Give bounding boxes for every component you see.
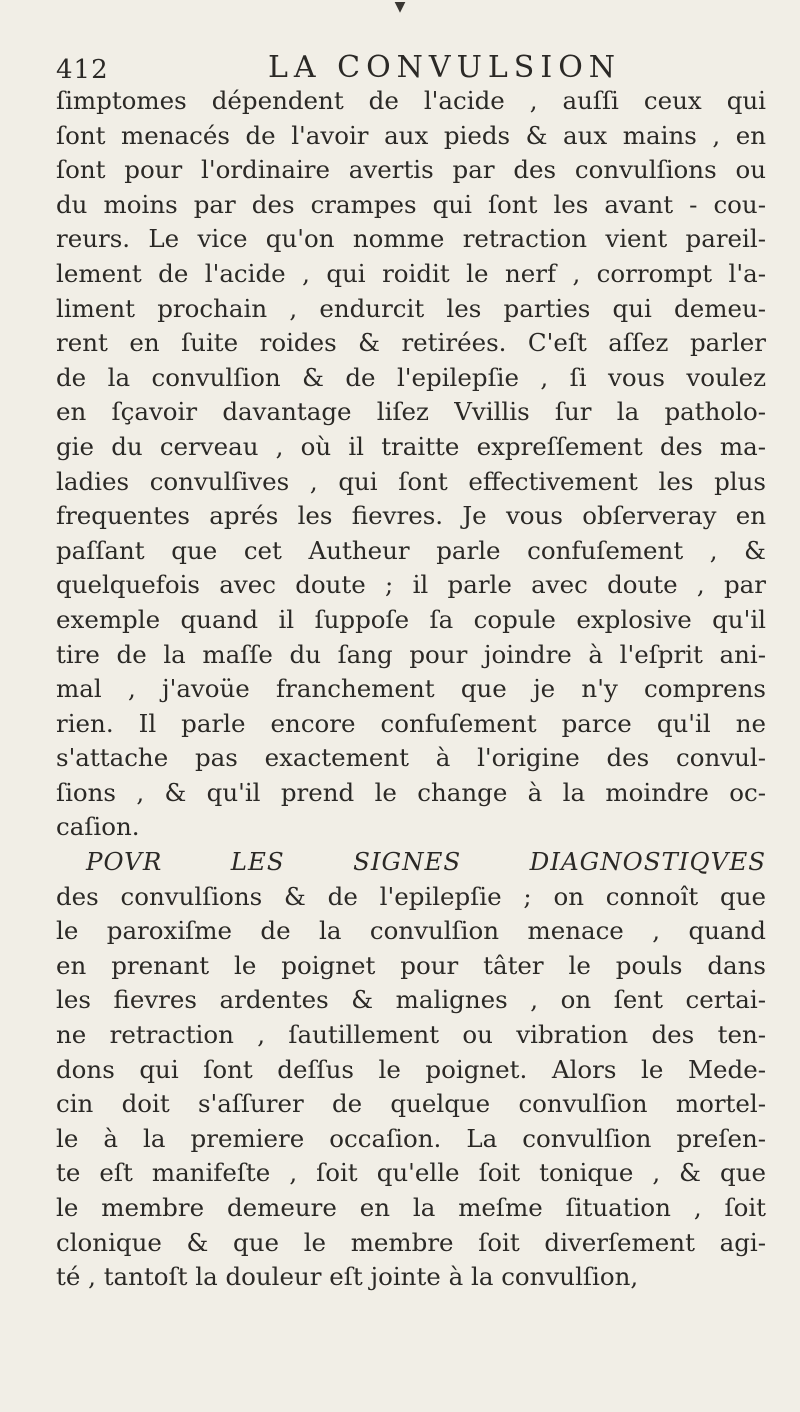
text-line: liment prochain , endurcit les parties qui demeu- bbox=[56, 293, 766, 323]
text-line: ne retraction , ſautillement ou vibration des ten- bbox=[56, 1020, 766, 1050]
text-line: ſont menacés de l'avoir aux pieds & aux mains , en bbox=[56, 120, 766, 150]
text-line: caſion. bbox=[56, 812, 140, 842]
text-line: ſont pour l'ordinaire avertis par des convulſions ou bbox=[56, 155, 766, 185]
text-line: dons qui ſont deſſus le poignet. Alors le Mede- bbox=[56, 1054, 766, 1084]
text-line: le paroxiſme de la convulſion menace , quand bbox=[56, 916, 766, 946]
text-line: le à la premiere occaſion. La convulſion preſen- bbox=[56, 1123, 766, 1153]
text-line: mal , j'avoüe franchement que je n'y comprens bbox=[56, 674, 766, 704]
text-line: de la convulſion & de l'epilepſie , ſi vous voulez bbox=[56, 362, 766, 392]
text-line: tire de la maſſe du ſang pour joindre à l'eſprit ani- bbox=[56, 639, 766, 669]
section-heading: POVR LES SIGNES DIAGNOSTIQVES bbox=[86, 847, 766, 877]
page-number: 412 bbox=[56, 55, 109, 85]
text-line: frequentes aprés les fievres. Je vous obſerveray en bbox=[56, 501, 766, 531]
text-line: lement de l'acide , qui roidit le nerf , corrompt l'a- bbox=[56, 258, 766, 288]
text-line: ladies convulſives , qui ſont effectivement les plus bbox=[56, 466, 766, 496]
text-line: quelquefois avec doute ; il parle avec doute , par bbox=[56, 570, 766, 600]
text-line: cin doit s'aſſurer de quelque convulſion mortel- bbox=[56, 1089, 766, 1119]
text-line: les fievres ardentes & malignes , on ſent certai- bbox=[56, 985, 766, 1015]
ornament-mark: ▼ bbox=[394, 0, 406, 15]
text-line: exemple quand il ſuppoſe ſa copule explosive qu'il bbox=[56, 604, 766, 634]
text-line: rien. Il parle encore confuſement parce qu'il ne bbox=[56, 708, 766, 738]
text-line: te eſt manifeſte , ſoit qu'elle ſoit tonique , & que bbox=[56, 1158, 766, 1188]
text-line: en prenant le poignet pour tâter le pouls dans bbox=[56, 950, 766, 980]
text-line: le membre demeure en la meſme ſituation , ſoit bbox=[56, 1193, 766, 1222]
running-title: LA CONVULSION bbox=[268, 50, 622, 85]
text-line: ſions , & qu'il prend le change à la moindre oc- bbox=[56, 777, 766, 807]
text-line: des convulſions & de l'epilepſie ; on connoît que bbox=[56, 881, 766, 911]
text-line: reurs. Le vice qu'on nomme retraction vient pareil- bbox=[56, 224, 766, 254]
text-line: paſſant que cet Autheur parle confuſement , & bbox=[56, 535, 766, 565]
text-line: té , tantoſt la douleur eſt jointe à la convulſion, bbox=[56, 1262, 639, 1292]
text-line: gie du cerveau , où il traitte expreſſement des ma- bbox=[56, 431, 766, 461]
text-line: rent en ſuite roides & retirées. C'eſt aſſez parler bbox=[56, 328, 766, 358]
text-line: ſimptomes dépendent de l'acide , auſſi ceux qui bbox=[56, 86, 766, 115]
body-text bbox=[56, 84, 766, 1295]
text-line: clonique & que le membre ſoit diverſement agi- bbox=[56, 1227, 766, 1257]
text-line: s'attache pas exactement à l'origine des convul- bbox=[56, 743, 766, 773]
text-line: en ſçavoir davantage liſez Vvillis ſur la patholo- bbox=[56, 397, 766, 427]
text-line: du moins par des crampes qui ſont les avant - cou- bbox=[56, 189, 766, 219]
